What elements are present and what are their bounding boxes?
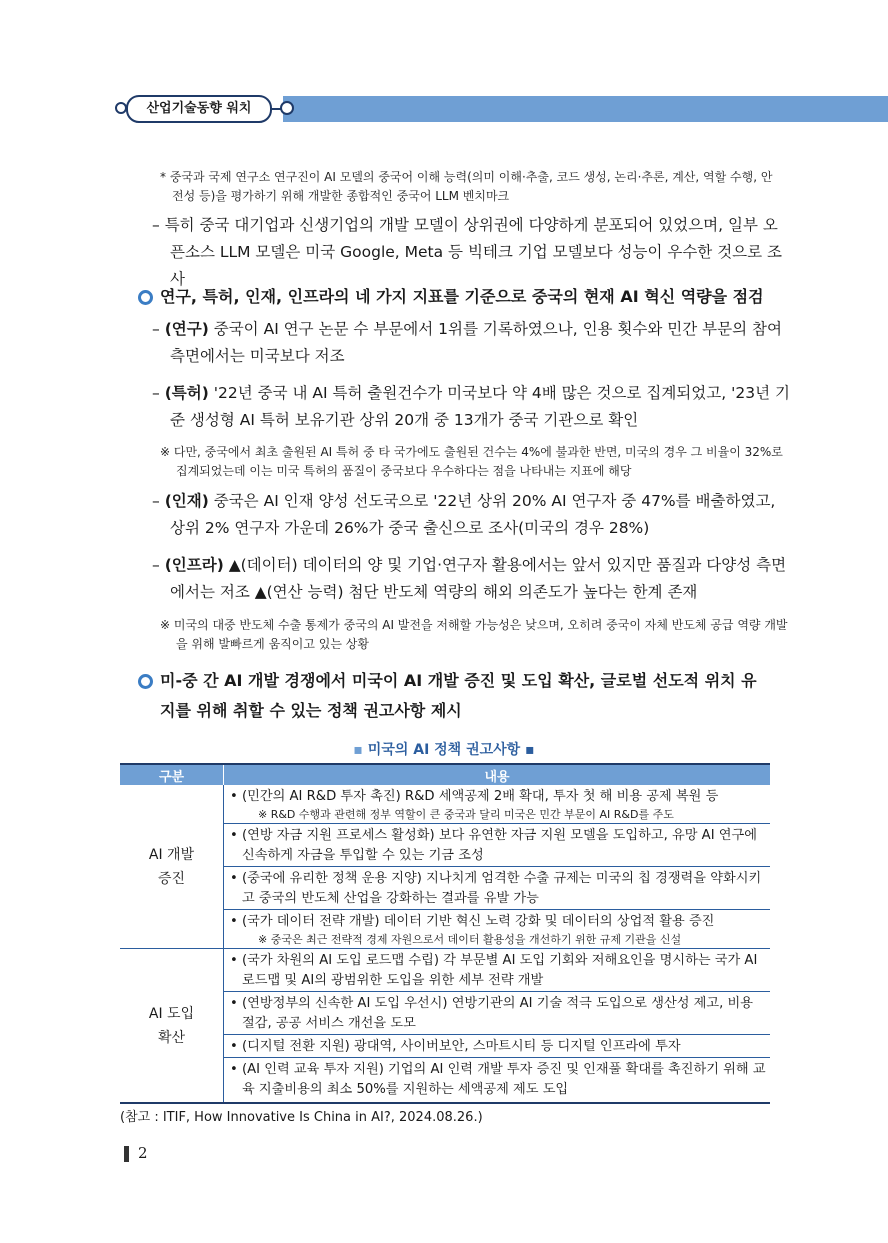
- intro-footnote: * 중국과 국제 연구소 연구진이 AI 모델의 중국어 이해 능력(의미 이해·추출, 코드 생성, 논리·추론, 계산, 역할 수행, 안전성 등)을 평가하기 위해 개발한 종합적인 중국어 LLM 벤치마크: [160, 170, 773, 203]
- item-label: (인프라): [164, 556, 224, 574]
- section1-item-patent: – (특허) '22년 중국 내 AI 특허 출원건수가 미국보다 약 4배 많은 것으로 집계되었고, '23년 기준 생성형 AI 특허 보유기관 상위 20개 중 13개가 중국 기관으로 확인: [152, 384, 790, 429]
- list-item: • (국가 차원의 AI 도입 로드맵 수립) 각 부문별 AI 도입 기회와 저해요인을 명시하는 국가 AI 로드맵 및 AI의 광범위한 도입을 위한 세부 전략 개발: [224, 949, 770, 992]
- item-label: (인재): [164, 492, 209, 510]
- item-text: 중국은 AI 인재 양성 선도국으로 '22년 상위 20% AI 연구자 중 47%를 배출하였고, 상위 2% 연구자 가운데 26%가 중국 출신으로 조사(미국의 경우 28%): [170, 492, 776, 537]
- section1-item-research: – (연구) 중국이 AI 연구 논문 수 부문에서 1위를 기록하였으나, 인용 횟수와 민간 부문의 참여 측면에서는 미국보다 저조: [152, 320, 782, 365]
- section1-item-infra: – (인프라) ▲(데이터) 데이터의 양 및 기업·연구자 활용에서는 앞서 있지만 품질과 다양성 측면에서는 저조 ▲(연산 능력) 첨단 반도체 역량의 해외 의존도가 높다는 한계 존재: [152, 556, 787, 601]
- header-bar: [283, 96, 888, 122]
- item-text: '22년 중국 내 AI 특허 출원건수가 미국보다 약 4배 많은 것으로 집계되었고, '23년 기준 생성형 AI 특허 보유기관 상위 20개 중 13개가 중국 기관으로 확인: [170, 384, 790, 429]
- list-item: • (민간의 AI R&D 투자 촉진) R&D 세액공제 2배 확대, 투자 첫 해 비용 공제 복원 등 ※ R&D 수행과 관련해 정부 역할이 큰 중국과 달리 미국은 민간 부문이 AI R&D를 주도: [224, 785, 770, 824]
- col-header-category: 구분: [120, 764, 224, 785]
- section1-heading: 연구, 특허, 인재, 인프라의 네 가지 지표를 기준으로 중국의 현재 AI 혁신 역량을 점검: [160, 287, 764, 306]
- item-text: 중국이 AI 연구 논문 수 부문에서 1위를 기록하였으나, 인용 횟수와 민간 부문의 참여 측면에서는 미국보다 저조: [170, 320, 782, 365]
- list-item: • (국가 데이터 전략 개발) 데이터 기반 혁신 노력 강화 및 데이터의 상업적 활용 증진 ※ 중국은 최근 전략적 경제 자원으로서 데이터 활용성을 개선하기 위한 규제 기관을 신설: [224, 910, 770, 948]
- header-title: 산업기술동향 워치: [126, 95, 272, 123]
- intro-dash-text: 특히 중국 대기업과 신생기업의 개발 모델이 상위권에 다양하게 분포되어 있었으며, 일부 오픈소스 LLM 모델은 미국 Google, Meta 등 빅테크 기업 모델보다 성능이 우수한 것으로 조사: [164, 216, 783, 288]
- section2-heading: 미-중 간 AI 개발 경쟁에서 미국이 AI 개발 증진 및 도입 확산, 글로벌 선도적 위치 유지를 위해 취할 수 있는 정책 권고사항 제시: [160, 671, 757, 720]
- list-item: • (AI 인력 교육 투자 지원) 기업의 AI 인력 개발 투자 증진 및 인재풀 확대를 촉진하기 위해 교육 지출비용의 최소 50%를 지원하는 세액공제 제도 도입: [230, 1062, 766, 1097]
- category-ai-development: AI 개발 증진: [120, 785, 224, 949]
- section-bullet-icon: [138, 674, 153, 689]
- list-item: • (중국에 유리한 정책 운용 지양) 지나치게 엄격한 수출 규제는 미국의 칩 경쟁력을 약화시키고 중국의 반도체 산업을 강화하는 결과를 유발 가능: [224, 867, 770, 910]
- section1-note1: ※ 다만, 중국에서 최초 출원된 AI 특허 중 타 국가에도 출원된 건수는 4%에 불과한 반면, 미국의 경우 그 비율이 32%로 집계되었는데 이는 미국 특허의 품질이 중국보다 우수하다는 점을 나타내는 지표에 해당: [160, 445, 783, 478]
- page-number-bar-icon: [124, 1146, 129, 1162]
- policy-table: [120, 763, 770, 1104]
- list-item: • (디지털 전환 지원) 광대역, 사이버보안, 스마트시티 등 디지털 인프라에 투자: [224, 1035, 770, 1058]
- table-title: [0, 739, 888, 759]
- section-bullet-icon: [138, 290, 153, 305]
- group2-content: [224, 949, 771, 1104]
- col-header-content: 내용: [224, 764, 771, 785]
- group1-content: [224, 785, 771, 949]
- title-square-icon: ▪: [525, 742, 535, 758]
- title-square-icon: ▪: [353, 742, 363, 758]
- item-note: ※ 중국은 최근 전략적 경제 자원으로서 데이터 활용성을 개선하기 위한 규제 기관을 신설: [258, 933, 682, 946]
- list-item: • (연방 자금 지원 프로세스 활성화) 보다 유연한 자금 지원 모델을 도입하고, 유망 AI 연구에 신속하게 자금을 투입할 수 있는 기금 조성: [224, 824, 770, 867]
- page-number: 2: [138, 1144, 148, 1162]
- header-right-dot-icon: [280, 101, 294, 115]
- section1-note2: ※ 미국의 대중 반도체 수출 통제가 중국의 AI 발전을 저해할 가능성은 낮으며, 오히려 중국이 자체 반도체 공급 역량 개발을 위해 발빠르게 움직이고 있는 상황: [160, 618, 788, 651]
- table-title-text: 미국의 AI 정책 권고사항: [367, 742, 521, 758]
- category-ai-adoption: AI 도입 확산: [120, 949, 224, 1104]
- item-text: ▲(데이터) 데이터의 양 및 기업·연구자 활용에서는 앞서 있지만 품질과 다양성 측면에서는 저조 ▲(연산 능력) 첨단 반도체 역량의 해외 의존도가 높다는 한계 존재: [170, 556, 787, 601]
- section1-item-talent: – (인재) 중국은 AI 인재 양성 선도국으로 '22년 상위 20% AI 연구자 중 47%를 배출하였고, 상위 2% 연구자 가운데 26%가 중국 출신으로 조사(미국의 경우 28%): [152, 492, 776, 537]
- item-label: (특허): [164, 384, 209, 402]
- reference-citation: (참고 : ITIF, How Innovative Is China in AI?, 2024.08.26.): [120, 1110, 483, 1125]
- item-label: (연구): [164, 320, 209, 338]
- item-note: ※ R&D 수행과 관련해 정부 역할이 큰 중국과 달리 미국은 민간 부문이 AI R&D를 주도: [258, 808, 674, 821]
- list-item: • (연방정부의 신속한 AI 도입 우선시) 연방기관의 AI 기술 적극 도입으로 생산성 제고, 비용 절감, 공공 서비스 개선을 도모: [224, 992, 770, 1035]
- intro-dash-item: – 특히 중국 대기업과 신생기업의 개발 모델이 상위권에 다양하게 분포되어 있었으며, 일부 오픈소스 LLM 모델은 미국 Google, Meta 등 빅테크 기업 모델보다 성능이 우수한 것으로 조사: [152, 216, 783, 288]
